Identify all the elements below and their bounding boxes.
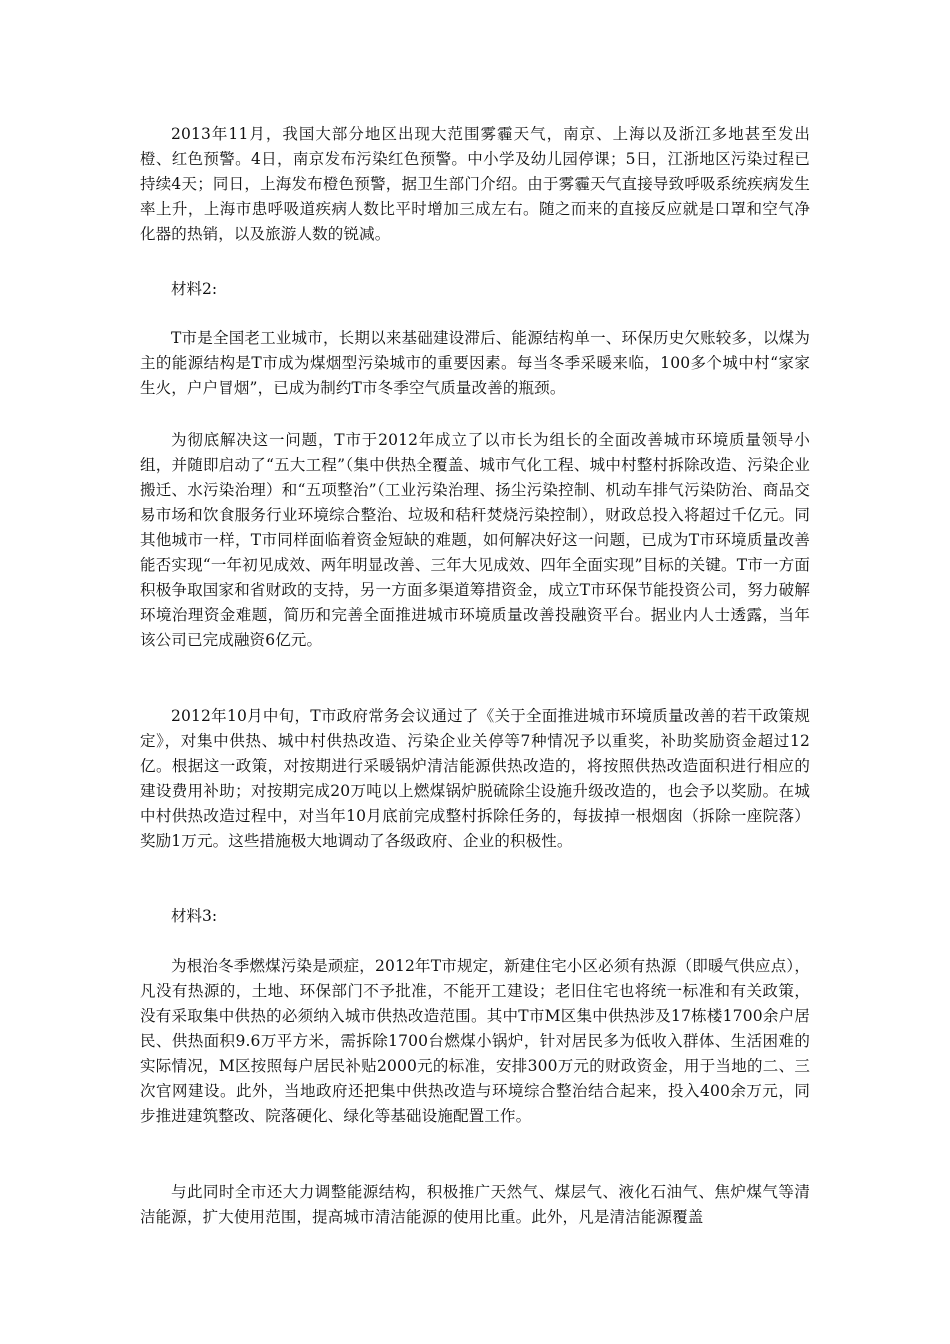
material-2-heading: 材料2: <box>171 280 218 298</box>
paragraph-t-city-background: T市是全国老工业城市，长期以来基础建设滞后、能源结构单一、环保历史欠账较多，以煤为主的能源结构是T市成为煤烟型污染城市的重要因素。每当冬季采暖来临，100多个城中村“家家生火，户户冒烟”，已成为制约T市冬季空气质量改善的瓶颈。 <box>140 329 810 397</box>
paragraph-energy-structure: 与此同时全市还大力调整能源结构，积极推广天然气、煤层气、液化石油气、焦炉煤气等清洁能源，扩大使用范围，提高城市清洁能源的使用比重。此外，凡是清洁能源覆盖 <box>140 1183 810 1226</box>
paragraph-heating-reform: 为根治冬季燃煤污染是顽症，2012年T市规定，新建住宅小区必须有热源（即暖气供应点），凡没有热源的，土地、环保部门不予批准，不能开工建设；老旧住宅也将统一标准和有关政策，没有采取集中供热的必须纳入城市供热改造范围。其中T市M区集中供热涉及17栋楼1700余户居民、供热面积9.6万平方米，需拆除1700台燃煤小锅炉，针对居民多为低收入群体、生活困难的实际情况，M区按照每户居民补贴2000元的标准，安排300万元的财政资金，用于当地的二、三次官网建设。此外，当地政府还把集中供热改造与环境综合整治结合起来，投入400余万元，同步推进建筑整改、院落硬化、绿化等基础设施配置工作。 <box>140 957 810 1125</box>
paragraph-smog-2013: 2013年11月，我国大部分地区出现大范围雾霾天气，南京、上海以及浙江多地甚至发出橙、红色预警。4日，南京发布污染红色预警。中小学及幼儿园停课；5日，江浙地区污染过程已持续4天；同日，上海发布橙色预警，据卫生部门介绍。由于雾霾天气直接导致呼吸系统疾病发生率上升，上海市患呼吸道疾病人数比平时增加三成左右。随之而来的直接反应就是口罩和空气净化器的热销，以及旅游人数的锐减。 <box>140 125 810 243</box>
paragraph-t-city-measures: 为彻底解决这一问题，T市于2012年成立了以市长为组长的全面改善城市环境质量领导小组，并随即启动了“五大工程”（集中供热全覆盖、城市气化工程、城中村整村拆除改造、污染企业搬迁、水污染治理）和“五项整治”（工业污染治理、扬尘污染控制、机动车排气污染防治、商品交易市场和饮食服务行业环境综合整治、垃圾和秸秆焚烧污染控制），财政总投入将超过千亿元。同其他城市一样，T市同样面临着资金短缺的难题，如何解决好这一问题，已成为T市环境质量改善能否实现“一年初见成效、两年明显改善、三年大见成效、四年全面实现”目标的关键。T市一方面积极争取国家和省财政的支持，另一方面多渠道筹措资金，成立T市环保节能投资公司，努力破解环境治理资金难题，简历和完善全面推进城市环境质量改善投融资平台。据业内人士透露，当年该公司已完成融资6亿元。 <box>140 431 810 649</box>
material-3-heading: 材料3: <box>171 907 218 925</box>
paragraph-policy-2012: 2012年10月中旬，T市政府常务会议通过了《关于全面推进城市环境质量改善的若干政策规定》，对集中供热、城中村供热改造、污染企业关停等7种情况予以重奖，补助奖励资金超过12亿。根据这一政策，对按期进行采暖锅炉清洁能源供热改造的，将按照供热改造面积进行相应的建设费用补助；对按期完成20万吨以上燃煤锅炉脱硫除尘设施升级改造的，也会予以奖励。在城中村供热改造过程中，对当年10月底前完成整村拆除任务的，每拔掉一根烟囱（拆除一座院落）奖励1万元。这些措施极大地调动了各级政府、企业的积极性。 <box>140 707 810 850</box>
